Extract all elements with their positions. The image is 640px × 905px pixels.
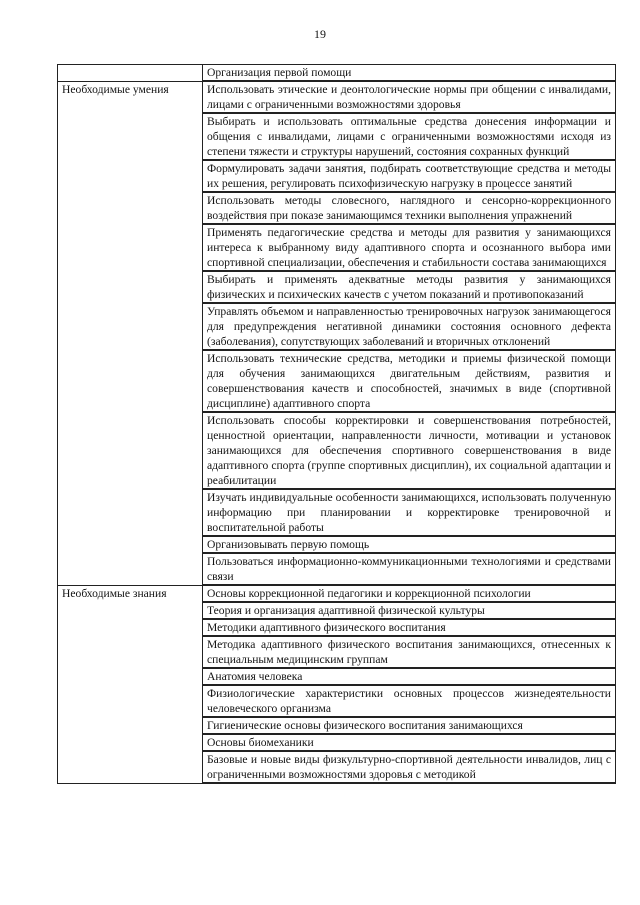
requirements-table xyxy=(57,64,616,784)
requirement-item: Основы биомеханики xyxy=(203,734,616,751)
requirement-item: Использовать этические и деонтологические нормы при общении с инвалидами, лицами с ограниченными возможностями здоровья xyxy=(203,81,616,113)
requirement-item: Гигиенические основы физического воспитания занимающихся xyxy=(203,717,616,734)
requirement-item: Пользоваться информационно-коммуникационными технологиями и средствами связи xyxy=(203,553,616,585)
continued-item-cell: Организация первой помощи xyxy=(203,65,616,82)
requirement-item: Использовать способы корректировки и совершенствования потребностей, ценностной ориентации, направленности личности, мотивации и установок занимающихся для обеспечения спортивного совершенствования в виде адаптивного спорта (группе спортивных дисциплин), их социальной адаптации и реабилитации xyxy=(203,412,616,489)
requirement-item: Теория и организация адаптивной физической культуры xyxy=(203,602,616,619)
requirement-item: Методики адаптивного физического воспитания xyxy=(203,619,616,636)
empty-label-cell xyxy=(58,65,203,82)
requirements-table-body xyxy=(58,65,616,784)
requirement-item: Управлять объемом и направленностью тренировочных нагрузок занимающегося для предупреждения негативной динамики состояния основного дефекта (заболевания), сопутствующих заболеваний и вторичных отклонений xyxy=(203,303,616,350)
requirement-item: Организовывать первую помощь xyxy=(203,536,616,553)
requirement-item: Базовые и новые виды физкультурно-спортивной деятельности инвалидов, лиц с ограниченными возможностями здоровья с методикой xyxy=(203,751,616,783)
requirement-item: Анатомия человека xyxy=(203,668,616,685)
requirement-item: Формулировать задачи занятия, подбирать соответствующие средства и методы их решения, регулировать психофизическую нагрузку в процессе занятий xyxy=(203,160,616,192)
requirement-item: Изучать индивидуальные особенности занимающихся, использовать полученную информацию при планировании и корректировке тренировочной и воспитательной работы xyxy=(203,489,616,536)
table-row xyxy=(58,81,616,113)
requirement-item: Применять педагогические средства и методы для развития у занимающихся интереса к выбранному виду адаптивного спорта и осознанного выбора ими спортивной специализации, обеспечения и стабильности состава занимающихся xyxy=(203,224,616,271)
requirement-item: Физиологические характеристики основных процессов жизнедеятельности человеческого организма xyxy=(203,685,616,717)
table-row xyxy=(58,585,616,602)
requirement-item: Методика адаптивного физического воспитания занимающихся, отнесенных к специальным медицинским группам xyxy=(203,636,616,668)
requirement-item: Использовать методы словесного, наглядного и сенсорно-коррекционного воздействия при показе занимающимся техники выполнения упражнений xyxy=(203,192,616,224)
requirement-item: Выбирать и применять адекватные методы развития у занимающихся физических и психических качеств с учетом показаний и противопоказаний xyxy=(203,271,616,303)
table-row-continued xyxy=(58,65,616,82)
requirement-item: Использовать технические средства, методики и приемы физической помощи для обучения занимающихся двигательным действиям, развития и совершенствования качеств и способностей, значимых в виде (спортивной дисциплине) адаптивного спорта xyxy=(203,350,616,412)
requirement-item: Основы коррекционной педагогики и коррекционной психологии xyxy=(203,585,616,602)
section-label: Необходимые знания xyxy=(58,585,203,783)
section-label: Необходимые умения xyxy=(58,81,203,585)
page-number: 19 xyxy=(314,27,326,41)
requirement-item: Выбирать и использовать оптимальные средства донесения информации и общения с инвалидами, лицами с ограниченными возможностями исходя из степени тяжести и структуры нарушений, состояния сохранных функций xyxy=(203,113,616,160)
